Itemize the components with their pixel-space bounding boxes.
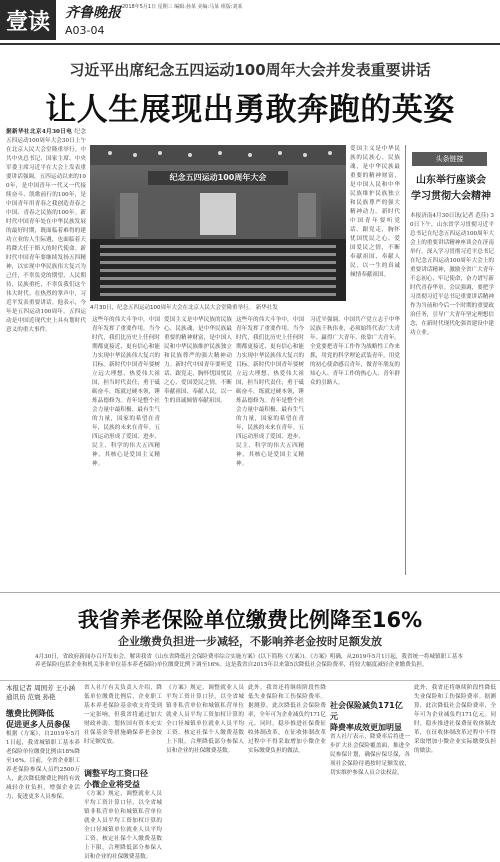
story1-column-6: 爱国主义是中华民族的民族心、民族魂，是中华民族最重要的精神财富，是中国人民和中华民族维护民族独立和民族尊严的强大精神动力。新时代中国青年要听党话、跟党走，胸怀忧国忧民之心、爱国爱民之情，不断奉献祖国、奉献人民，以一生的真诚倾情奉献祖国。 bbox=[350, 146, 400, 278]
story1-headline: 让人生展现出勇敢奔跑的英姿 bbox=[45, 92, 455, 128]
assembly-hall-image bbox=[90, 145, 346, 301]
byline-reporters: 本报记者 周国芳 王小涵 bbox=[6, 684, 76, 692]
sidebar-body: 本报济南4月30日讯(记者 范佳) 30日下午，山东省学习贯彻习近平总书记在纪念五四运动100周年大会上的重要讲话精神座谈会在济南举行。深入学习贯彻习近平总书记在纪念五四运动100周年大会上的重要讲话精神，激励全省广大青年不忘初心、牢记使命，奋力谱写新时代青春华章。会议强调，要把学习贯彻习近平总书记重要讲话精神作为当前和今后一个时期的重要政治任务，引导广大青年坚定理想信念，在新时代现代化强省建设中建功立业。 bbox=[410, 213, 494, 336]
story2-column-d: 此外，我省还将继续阶段性降低失业保险和工伤保险费率。据测算，此次降低社会保险费率，全年可为企业减负约171亿元。同时，稳步推进社保费征收体制改革，在征收体制改革过程中不得采取增加小微企业实际缴费负担的做法。 bbox=[248, 685, 326, 754]
story1-column-3: 爱国主义是中华民族的民族心、民族魂，是中华民族最重要的精神财富，是中国人民和中华民族维护民族独立和民族尊严的强大精神动力。新时代中国青年要听党话、跟党走，胸怀忧国忧民之心、爱国爱民之情，不断奉献祖国、奉献人民，以一生的真诚倾情奉献祖国。 bbox=[164, 317, 232, 404]
newspaper-logo: 齐鲁晚报 bbox=[65, 5, 121, 21]
section-tag: 壹读 bbox=[0, 0, 56, 40]
story2-column-e-text: 省人社厅表示，降费率后将进一步扩大社会保险覆盖面，推进全民参保计划，确保应保尽保，各项社会保险待遇按时足额发放，切实维护参保人员合法权益。 bbox=[330, 734, 410, 776]
subhead-2-line-1: 调整平均工资口径 bbox=[84, 769, 148, 778]
photo-banner-text: 纪念五四运动100周年大会 bbox=[169, 173, 267, 182]
masthead-meta: 2018年5月1日 星期三 编辑:孙某 美编:马某 组版:刘某 bbox=[122, 4, 243, 10]
subhead-1 bbox=[6, 708, 80, 730]
story1-dateline: 据新华社北京4月30日电 bbox=[6, 129, 73, 135]
story2-column-a-text: 根据《方案》，自2019年5月1日起，我省城镇职工基本养老保险单位缴费比例由18%降至16%。目前，全省企业职工养老保险参保人员约2500万人，此次降低缴费比例将有效减轻企业负担，增强企业活力，促进更多人员参保。 bbox=[6, 731, 80, 800]
sidebar-title bbox=[405, 173, 497, 205]
story1-column-1 bbox=[6, 128, 86, 580]
story2-column-c: 《方案》规定，调整就业人员平均工资计算口径，以全省城镇非私营单位和城镇私营单位就业人员平均工资加权计算的全口径城镇单位就业人员平均工资，核定社保个人缴费基数上下限，合理降低部分参保人员和企业的社保缴费基数。 bbox=[166, 685, 244, 754]
subhead-3-line-1: 社会保险减负171亿元 bbox=[330, 701, 403, 721]
story2-summary: 4月30日，省政府新闻办召开发布会，解读我省《山东省降低社会保险费率综合实施方案》(以下简称《方案》)。《方案》明确，从2019年5月1日起，我省统一将城镇职工基本养老保险(包括企业和机关事业单位基本养老保险)单位缴费比例下调至16%。这是我省自2015年以来第5次降低社会保险费率，将较大幅度减轻企业缴费负担。 bbox=[35, 654, 463, 668]
subhead-2-line-2: 小微企业将受益 bbox=[84, 780, 140, 789]
subhead-3 bbox=[330, 700, 410, 733]
story2-column-a bbox=[6, 708, 80, 854]
story1-column-1-text: 纪念五四运动100周年大会30日上午在北京人民大会堂隆重举行。中共中央总书记、国家主席、中央军委主席习近平在大会上发表重要讲话强调，五四运动以来的100年，是中国青年一代又一代接续奋斗、凯歌前行的100年，是中国青年用青春之我创造青春之中国、青春之民族的100年。新时代中国青年处在中华民族发展的最好时期，既面临着难得的建功立业的人生际遇，也面临着天将降大任于斯人的时代使命。新时代中国青年要继续发扬五四精神，以实现中华民族伟大复兴为己任，不辜负党的期望、人民期待、民族重托，不辜负我们这个伟大时代。在热烈的掌声中，习近平发表重要讲话。他表示，今年是五四运动100周年。五四运动是中国近现代史上具有划时代意义的重大事件。 bbox=[6, 129, 86, 333]
story2-column-b2 bbox=[84, 768, 162, 860]
sidebar-tag: 头条链接 bbox=[412, 152, 487, 166]
story2-column-e bbox=[330, 684, 410, 854]
subhead-2 bbox=[84, 768, 162, 790]
byline-correspondents: 通讯员 范寰 孙艳 bbox=[6, 693, 56, 701]
sidebar-title-line-2: 学习贯彻大会精神 bbox=[411, 191, 491, 202]
story2-column-f: 此外，我省还将继续阶段性降低失业保险和工伤保险费率。据测算，此次降低社会保险费率，全年可为企业减负约171亿元。同时，稳步推进社保费征收体制改革，在征收体制改革过程中不得采取增加小微企业实际缴费负担的做法。 bbox=[414, 685, 496, 754]
subhead-1-line-1: 缴费比例降低 bbox=[6, 709, 54, 718]
assembly-photo bbox=[90, 145, 346, 301]
subhead-3-line-2: 降费率成效更加明显 bbox=[330, 723, 402, 732]
story2-subtitle: 企业缴费负担进一步减轻，不影响养老金按时足额发放 bbox=[118, 635, 382, 648]
story2-headline: 我省养老保险单位缴费比例降至16% bbox=[77, 608, 423, 632]
story2-column-b: 省人社厅有关负责人介绍，降低单位缴费比例后，企业职工基本养老保险基金收支将受到一定影响，但我省将通过加大财政补助、划转国有资本充实社保基金等措施确保养老金按时足额发放。 bbox=[84, 685, 162, 745]
story2-byline bbox=[6, 684, 78, 702]
story1-column-4: 这些年的伟大斗争中，中国青年发挥了重要作用。当今时代，我们比历史上任何时期都更接近、更有信心和能力实现中华民族伟大复兴的目标。新时代中国青年要树立远大理想，热爱伟大祖国，担当时代责任，勇于砥砺奋斗，练就过硬本领，锤炼品德修为。青年是整个社会力量中最积极、最有生气的力量，国家的希望在青年，民族的未来在青年。五四运动形成了爱国、进步、民主、科学的伟大五四精神，其核心是爱国主义精神。 bbox=[236, 317, 304, 467]
sidebar-title-line-1: 山东举行座谈会 bbox=[416, 175, 486, 186]
page-number: A03-04 bbox=[65, 24, 105, 37]
story1-column-5: 习近平强调，中国共产党立志于中华民族千秋伟业，必须始终代表广大青年、赢得广大青年、依靠广大青年。全党要把青年工作作为战略性工作来抓，用党的科学理论武装青年，用党的初心使命感召青年，做青年朋友的知心人、青年工作的热心人、青年群众的引路人。 bbox=[310, 317, 400, 386]
photo-caption: 4月30日，纪念五四运动100周年大会在北京人民大会堂隆重举行。 新华社发 bbox=[90, 305, 278, 311]
story2-separator bbox=[0, 680, 500, 681]
story1-column-2: 这些年的伟大斗争中，中国青年发挥了重要作用。当今时代，我们比历史上任何时期都更接近、更有信心和能力实现中华民族伟大复兴的目标。新时代中国青年要树立远大理想，热爱伟大祖国，担当时代责任，勇于砥砺奋斗，练就过硬本领，锤炼品德修为。青年是整个社会力量中最积极、最有生气的力量，国家的希望在青年，民族的未来在青年。五四运动形成了爱国、进步、民主、科学的伟大五四精神，其核心是爱国主义精神。 bbox=[92, 317, 160, 467]
story2-column-b2-text: 《方案》规定，调整就业人员平均工资计算口径，以全省城镇非私营单位和城镇私营单位就业人员平均工资加权计算的全口径城镇单位就业人员平均工资，核定社保个人缴费基数上下限，合理降低部分参保人员和企业的社保缴费基数。 bbox=[84, 791, 162, 860]
story1-subtitle: 习近平出席纪念五四运动100周年大会并发表重要讲话 bbox=[69, 61, 431, 79]
section-separator bbox=[0, 592, 500, 593]
masthead-rule bbox=[0, 43, 500, 45]
subhead-1-line-2: 促进更多人员参保 bbox=[6, 720, 70, 729]
